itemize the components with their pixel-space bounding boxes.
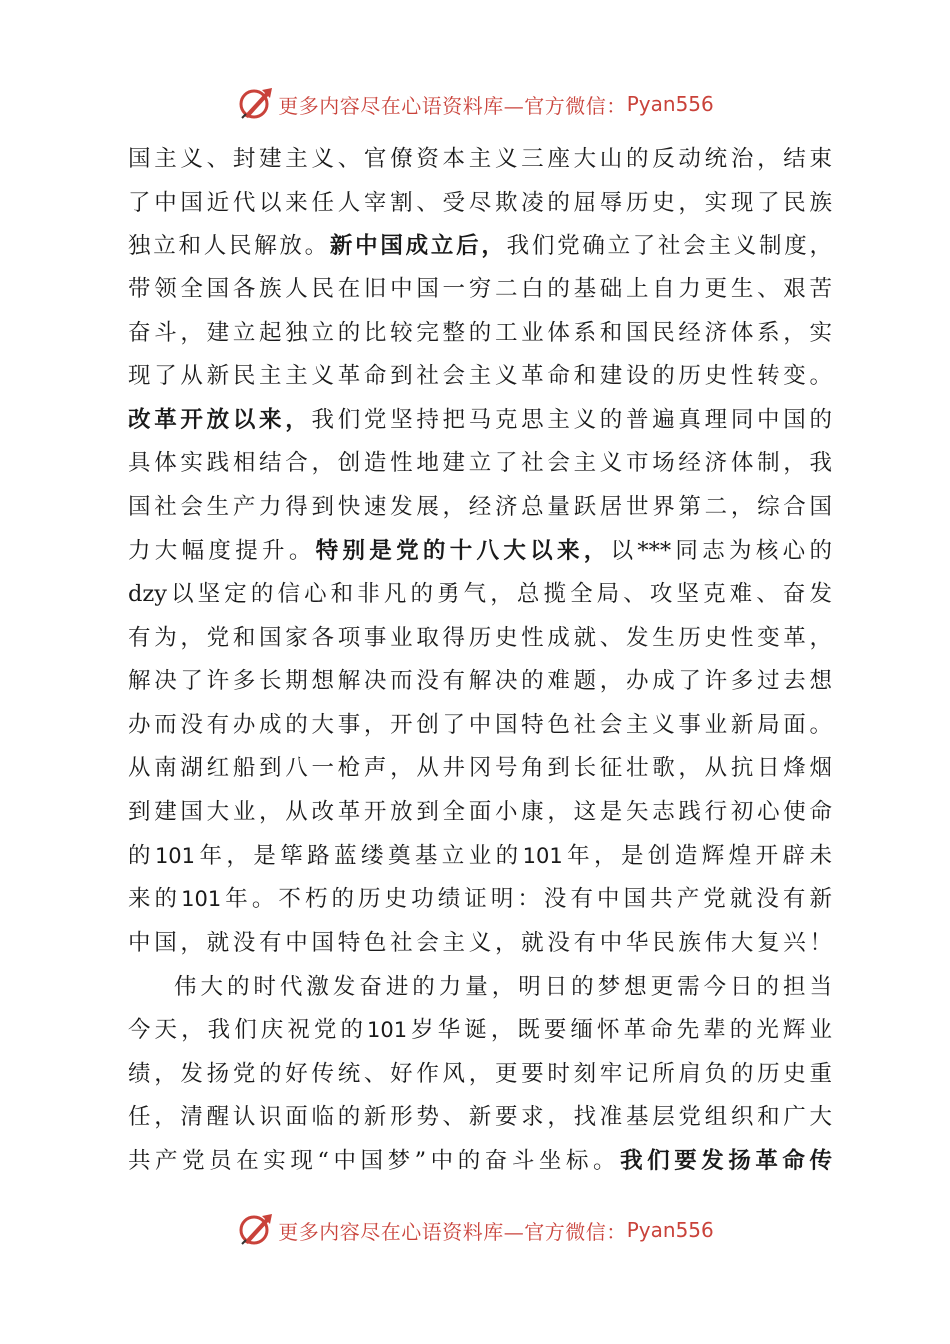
text-line: 办而没有办成的大事，开创了中国特色社会主义事业新局面。 — [128, 712, 832, 738]
footer-wechat-id: Pyan556 — [626, 1218, 714, 1242]
text-line: 解决了许多长期想解决而没有解决的难题，办成了许多过去想 — [128, 668, 832, 694]
footer-banner-text: 更多内容尽在心语资料库—官方微信： — [278, 1219, 627, 1244]
header-wechat-id: Pyan556 — [626, 92, 714, 116]
text-line: 从南湖红船到八一枪声，从井冈号角到长征壮歌，从抗日烽烟 — [128, 755, 832, 781]
bold-phrase: 特别是党的十八大以来， — [315, 538, 611, 564]
text-line: dzy以坚定的信心和非凡的勇气，总揽全局、攻坚克难、奋发 — [128, 581, 832, 607]
text-line: 带领全国各族人民在旧中国一穷二白的基础上自力更生、艰苦 — [128, 276, 832, 302]
text-line: 到建国大业，从改革开放到全面小康，这是矢志践行初心使命 — [128, 799, 832, 825]
bold-phrase: 改革开放以来， — [128, 407, 312, 433]
text-line: 有为，党和国家各项事业取得历史性成就、发生历史性变革， — [128, 625, 832, 651]
text-line: 现了从新民主主义革命到社会主义革命和建设的历史性转变。 — [128, 363, 832, 389]
text-line: 奋斗，建立起独立的比较完整的工业体系和国民经济体系，实 — [128, 320, 832, 346]
text-line: 中国，就没有中国特色社会主义，就没有中华民族伟大复兴！ — [128, 930, 832, 956]
bold-phrase: 新中国成立后， — [329, 233, 507, 259]
text-line: 今天，我们庆祝党的101岁华诞，既要缅怀革命先辈的光辉业 — [128, 1017, 832, 1043]
footer-banner — [0, 1210, 950, 1250]
text-line-paragraph-start: 伟大的时代激发奋进的力量，明日的梦想更需今日的担当 — [174, 974, 832, 1000]
text-line: 共产党员在实现“中国梦”中的奋斗坐标。我们要发扬革命传 — [128, 1148, 832, 1174]
header-banner-text: 更多内容尽在心语资料库—官方微信： — [278, 93, 627, 118]
quill-pen-logo-icon — [236, 1210, 276, 1250]
text-line: 改革开放以来，我们党坚持把马克思主义的普遍真理同中国的 — [128, 407, 832, 433]
text-line: 力大幅度提升。特别是党的十八大以来，以***同志为核心的 — [128, 538, 832, 564]
text-line: 具体实践相结合，创造性地建立了社会主义市场经济体制，我 — [128, 450, 832, 476]
text-line: 绩，发扬党的好传统、好作风，更要时刻牢记所肩负的历史重 — [128, 1061, 832, 1087]
text-line: 任，清醒认识面临的新形势、新要求，找准基层党组织和广大 — [128, 1104, 832, 1130]
text-line: 来的101年。不朽的历史功绩证明：没有中国共产党就没有新 — [128, 886, 832, 912]
text-line: 国社会生产力得到快速发展，经济总量跃居世界第二，综合国 — [128, 494, 832, 520]
text-line: 独立和人民解放。新中国成立后，我们党确立了社会主义制度， — [128, 233, 832, 259]
text-line: 国主义、封建主义、官僚资本主义三座大山的反动统治，结束 — [128, 146, 832, 172]
text-line: 的101年，是筚路蓝缕奠基立业的101年，是创造辉煌开辟未 — [128, 843, 832, 869]
bold-phrase: 我们要发扬革命传 — [620, 1148, 832, 1174]
text-line: 了中国近代以来任人宰割、受尽欺凌的屈辱历史，实现了民族 — [128, 190, 832, 216]
